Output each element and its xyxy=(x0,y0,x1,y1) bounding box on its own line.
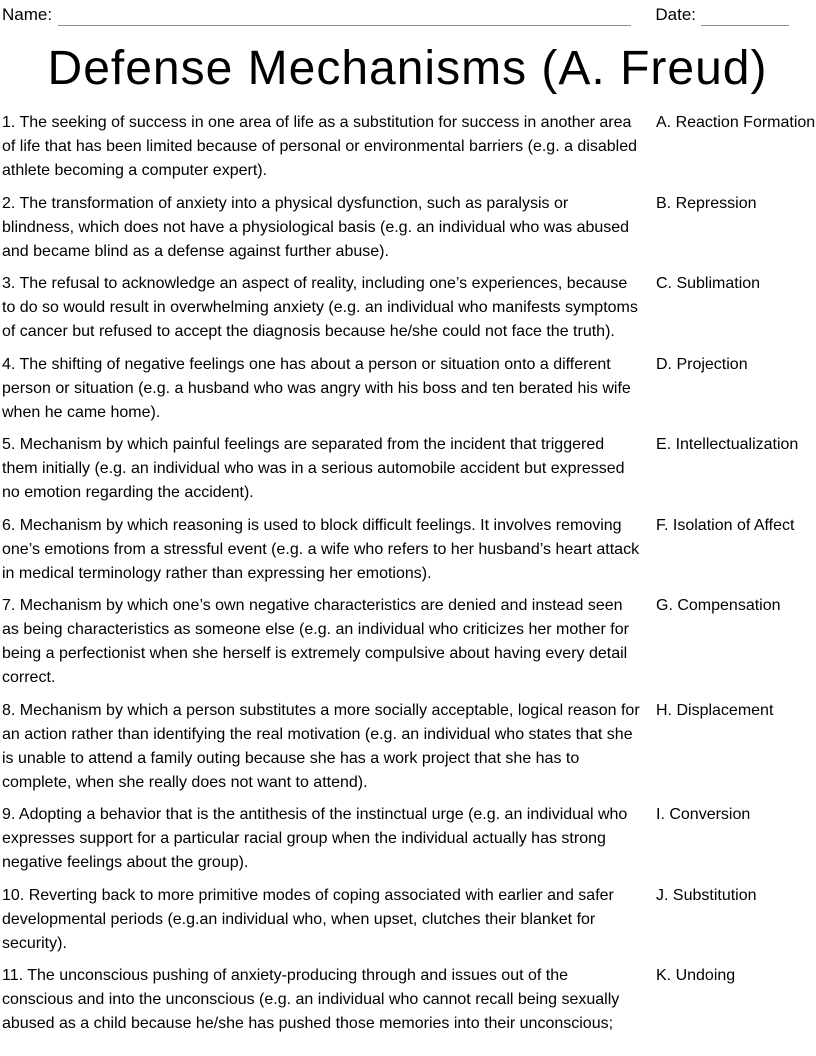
header xyxy=(2,4,813,26)
question-body: The seeking of success in one area of life as a substitution for success in another area of life that has been limited because of personal or environmental barriers (e.g. a disabled athlete becoming a computer expert). xyxy=(2,114,638,179)
match-row xyxy=(2,884,813,956)
question-number: 9. xyxy=(2,806,16,823)
question-body: Mechanism by which painful feelings are separated from the incident that triggered them initially (e.g. an individual who was in a serious automobile accident but expressed no emotion regarding the accident). xyxy=(2,436,625,501)
question-body: Reverting back to more primitive modes of coping associated with earlier and safer developmental periods (e.g.an individual who, when upset, clutches their blanket for security). xyxy=(2,886,614,952)
answer-option xyxy=(656,433,813,457)
match-row xyxy=(2,803,813,875)
match-row xyxy=(2,699,813,795)
match-row xyxy=(2,111,816,183)
answer-letter: B. xyxy=(656,194,672,212)
answer-letter: D. xyxy=(656,355,672,373)
question-number: 8. xyxy=(2,701,16,719)
answer-option xyxy=(656,884,813,908)
question-text xyxy=(2,111,642,183)
answer-letter: A. xyxy=(656,114,672,131)
match-row xyxy=(2,964,813,1036)
name-label: Name: xyxy=(2,5,53,24)
question-number: 1. xyxy=(2,114,16,131)
match-row xyxy=(2,272,813,344)
answer-term: Conversion xyxy=(669,806,751,823)
answer-term: Substitution xyxy=(672,886,757,904)
answer-letter: K. xyxy=(656,967,672,984)
question-number: 4. xyxy=(2,355,16,373)
answer-term: Compensation xyxy=(677,597,781,614)
match-row xyxy=(2,594,813,690)
question-text xyxy=(2,433,642,505)
question-body: Mechanism by which one’s own negative characteristics are denied and instead seen as being characteristics as someone else (e.g. an individual who criticizes her mother for being a perfectionist when she herself is extremely compulsive about having every detail correct. xyxy=(2,597,629,686)
page-title: Defense Mechanisms (A. Freud) xyxy=(47,42,768,95)
answer-letter: E. xyxy=(656,436,672,453)
question-body: The refusal to acknowledge an aspect of reality, including one’s experiences, because to do so would result in overwhelming anxiety (e.g. an individual who manifests symptoms of cancer but refused to accept the diagnosis because he/she could not face the truth). xyxy=(2,275,638,340)
question-text xyxy=(2,192,642,264)
question-number: 3. xyxy=(2,275,16,292)
answer-letter: I. xyxy=(656,806,665,823)
answer-option xyxy=(656,964,813,988)
answer-letter: J. xyxy=(656,886,669,904)
answer-option xyxy=(656,192,813,216)
answer-letter: F. xyxy=(656,516,669,534)
question-number: 11. xyxy=(2,967,24,984)
matching-list xyxy=(2,111,816,1036)
question-text xyxy=(2,594,642,690)
question-body: Adopting a behavior that is the antithesis of the instinctual urge (e.g. an individual who expresses support for a particular racial group when the individual actually has strong negative feelings about the group). xyxy=(2,806,628,871)
date-label: Date: xyxy=(655,5,696,24)
question-number: 2. xyxy=(2,194,16,212)
question-text xyxy=(2,964,642,1036)
answer-term: Isolation of Affect xyxy=(672,516,795,534)
question-number: 6. xyxy=(2,516,16,534)
answer-option xyxy=(656,699,813,723)
answer-term: Undoing xyxy=(675,967,736,984)
answer-term: Intellectualization xyxy=(675,436,799,453)
answer-option xyxy=(656,803,813,827)
question-body: Mechanism by which a person substitutes a more socially acceptable, logical reason for an action rather than identifying the real motivation (e.g. an individual who states that she is unable to attend a family outing because she has a work project that she has to complete, when she really does not want to attend). xyxy=(2,701,640,791)
answer-term: Sublimation xyxy=(676,275,761,292)
match-row xyxy=(2,433,813,505)
question-text xyxy=(2,803,642,875)
question-body: The unconscious pushing of anxiety-producing through and issues out of the conscious and into the unconscious (e.g. an individual who cannot recall being sexually abused as a child because he/she has pushed those memories into their unconscious; xyxy=(2,967,620,1032)
question-number: 5. xyxy=(2,436,16,453)
match-row xyxy=(2,192,813,264)
question-text xyxy=(2,353,642,425)
match-row xyxy=(2,353,813,425)
name-blank-line xyxy=(58,9,631,26)
answer-letter: G. xyxy=(656,597,673,614)
answer-option xyxy=(656,272,813,296)
answer-option xyxy=(656,594,813,618)
answer-term: Repression xyxy=(675,194,757,212)
question-text xyxy=(2,699,642,795)
question-number: 10. xyxy=(2,886,25,904)
question-number: 7. xyxy=(2,597,16,614)
question-text xyxy=(2,514,642,586)
answer-option xyxy=(656,111,815,135)
question-text xyxy=(2,884,642,956)
answer-letter: C. xyxy=(656,275,672,292)
date-blank-line xyxy=(701,9,789,26)
answer-option xyxy=(656,353,813,377)
answer-option xyxy=(656,514,813,538)
question-text xyxy=(2,272,642,344)
question-body: The shifting of negative feelings one has about a person or situation onto a different person or situation (e.g. a husband who was angry with his boss and ten berated his wife when he came home). xyxy=(2,355,631,421)
question-body: Mechanism by which reasoning is used to block difficult feelings. It involves removing one’s emotions from a stressful event (e.g. a wife who refers to her husband’s heart attack in medical terminology rather than expressing her emotions). xyxy=(2,516,640,582)
match-row xyxy=(2,514,813,586)
question-body: The transformation of anxiety into a physical dysfunction, such as paralysis or blindness, which does not have a physiological basis (e.g. an individual who was abused and became blind as a defense against further abuse). xyxy=(2,194,630,260)
answer-term: Projection xyxy=(676,355,748,373)
answer-term: Reaction Formation xyxy=(675,114,816,131)
answer-term: Displacement xyxy=(676,701,774,719)
answer-letter: H. xyxy=(656,701,672,719)
